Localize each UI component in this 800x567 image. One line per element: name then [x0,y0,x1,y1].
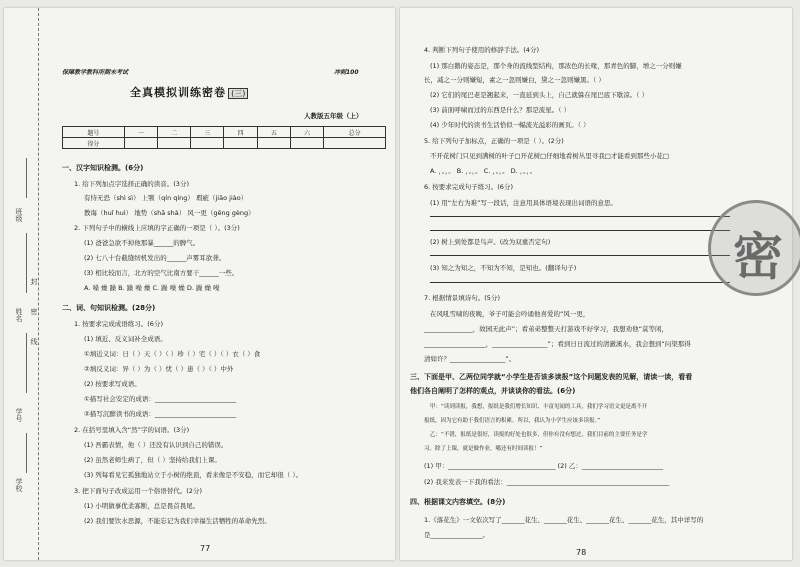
question-text: 7. 根据情景填诗句。(5分) [424,294,500,302]
page-number: 78 [576,548,587,557]
answer-line[interactable] [430,230,730,231]
question-text: ①描写社会安定的成语：_________________________ [84,395,237,403]
exam-title-row [130,88,248,99]
question-text: 是________________。 [424,531,489,539]
question-text: ①填近义词：日（ ）天（ ）（ ）珍（ ）宅（ ）（ ）衣（ ）食 [84,350,261,358]
score-input-cell[interactable] [324,138,386,149]
answer-line[interactable] [430,255,730,256]
question-text: 在风吼雪啸的夜晚，爷子可能会吟诵他喜爱的“风一更， [430,310,590,318]
binding-label-number: 学号 [15,408,23,422]
table-cell: 三 [191,127,224,138]
question-text: 3. 把下面句子改成运用一个俗语替代。(2分) [74,487,202,495]
question-text: (2) 我们要饮水思源，不能忘记为我们幸福生活牺牲的革命先烈。 [84,517,271,525]
question-text: (1) 爸爸急欲不掉他那暴______的脾气。 [84,239,200,247]
answer-line[interactable] [430,216,730,217]
binding-mark: 密 [30,308,38,315]
passage-text: 甲：“读到读报，我想，报纸是我们增长知识、丰富见闻的工具，我们学习语文更是离不开 [430,404,648,410]
score-input-cell[interactable] [191,138,224,149]
binding-line [26,333,27,393]
passage-text: 报纸，因为它有助于我们语言的积累。所以，我认为小学生应该多读报。” [424,418,601,424]
question-text: (1) 小明做事优柔寡断，总是畏首畏尾。 [84,502,200,510]
binding-strip [4,8,39,560]
section-heading: 他们各自阐明了怎样的观点，并谈谈你的看法。(6分) [410,387,576,395]
question-text: (2) 七八十台截缝纫机发出的______声雾耳欲聋。 [84,254,226,262]
question-text: (4) 少年时代的读书生活恰似一幅流光溢彩的画页。（ ） [430,121,590,129]
section-heading: 四、根据课文内容填空。(8分) [410,498,506,506]
confidential-stamp [708,200,800,296]
section-heading: 一、汉字知识检测。(6分) [62,164,144,172]
table-cell: 一 [124,127,157,138]
question-text: ②填反义词：异（ ）为（ ）忧（ ）患（ ）（ ）中外 [84,365,234,373]
answer-line[interactable] [430,282,730,283]
question-text: (2) 我来发表一下我的看法：__________________________________________________ [424,478,670,486]
question-text: 清如许？_________________”。 [424,355,516,363]
question-text: 6. 按要求完成句子练习。(6分) [424,183,513,191]
table-cell: 题号 [63,127,125,138]
question-text: (2) 它们的尾巴老是翘起来，一直延到头上，自己就躲在尾巴底下歇凉。（ ） [430,91,649,99]
question-text: (1) 那白鹅的姿态是，那个身的流线型结构，那浓色的长喙，那青色的脚，增之一分则嫌 [430,62,682,70]
question-text: (1) 吾霸表情，他（ ）还没有认识到自己的错误。 [84,441,228,449]
question-text: (2) 树上到处都是鸟声。(改为双重否定句) [430,238,551,246]
question-text: (1) 填近、反义词补全成语。 [84,335,167,343]
table-cell: 二 [157,127,190,138]
binding-mark: 线 [30,338,38,345]
section-heading: 二、词、句知识检测。(28分) [62,304,156,312]
binding-mark: 封 [30,278,38,285]
question-text: 5. 给下列句子加标点，正确的一项是（ ）。(2分) [424,137,564,145]
question-text: 1. 按要求完成成语练习。(6分) [74,320,163,328]
table-cell: 总分 [324,127,386,138]
exam-title: 全真模拟训练密卷 [130,86,226,99]
binding-line [26,233,27,293]
page-number: 77 [200,544,211,553]
question-text: (2) 按要求写成语。 [84,380,141,388]
table-cell: 六 [290,127,323,138]
passage-text: 习。除了上课，就是做作业，哪还有时间读报！” [424,446,543,452]
question-text: 不开花树门只见到满树的叶子□开花树□仔细地看树丛里寻我□才能看到那些小花□ [430,152,670,160]
table-cell: 五 [257,127,290,138]
question-text: (3) 列每看见它孤独地站立于小树的绝顶，看来像是不安稳，而它却很（ ）。 [84,471,303,479]
binding-label-name: 姓名 [15,308,23,322]
score-input-cell[interactable] [290,138,323,149]
binding-label-school: 学校 [15,478,23,492]
binding-line [26,433,27,473]
answer-options: A. 嗓 燥 躁 B. 躁 噪 燥 C. 躁 噪 燥 D. 躁 燥 噪 [84,284,220,292]
question-text: 2. 下列句子中的横线上应填的字正确的一项是（ ）。(3分) [74,224,240,232]
binding-line [26,158,27,198]
score-input-cell[interactable] [124,138,157,149]
table-row [63,127,386,138]
score-table [62,126,386,149]
question-text: 1. 给下列加点字选择正确的读音。(3分) [74,180,189,188]
question-text: (2) 虽然老师生病了，但（ ）坚持给我们上课。 [84,456,221,464]
binding-label-class: 班级 [15,208,23,222]
brand-tag: 冲刺100 [334,69,359,76]
question-text: _______________，故园无此声”；看弟弟整整天打游戏不好学习，我想劝他“莫等闲， [424,325,668,333]
question-text: 1.《落花生》一文依次写了_______花生、_______花生、_______花生、_______花生，其中详写的 [424,516,704,524]
question-text: (3) 知之为知之，不知为不知，是知也。(翻译句子) [430,264,577,272]
question-text: (1) 用“左右为难”写一段话，注意用具体语境表现出词语的意思。 [430,199,618,207]
question-text: 有恃无恐（shì sì） 上颚（qín qíng） 瑕疵（jiāo jiào） [84,194,248,202]
table-cell: 得分 [63,138,125,149]
question-text: ___________________，_________________”；看到日日流过的清澈溪水，我会想到“问渠那得 [424,340,691,348]
brand-text: 保障教学教科所期末考试 [62,69,129,76]
answer-options: A. ，。，。 B. ，。，。 C. ，。，。 D. ，。，。 [430,167,537,175]
stamp-char: 密 [733,227,783,286]
score-input-cell[interactable] [257,138,290,149]
passage-text: 乙：“不错，报纸是很好，读报的好处也很多，但你有没有想过，我们目前的主要任务是学 [430,432,648,438]
question-text: 2. 在括号里填入含“然”字的词语。(3分) [74,426,190,434]
exam-subtitle: (三) [228,88,248,99]
section-heading: 三、下面是甲、乙两位同学就“小学生是否该多读报”这个问题发表的见解，请读一读，看看 [410,373,693,381]
score-input-cell[interactable] [224,138,257,149]
table-cell: 四 [224,127,257,138]
table-row [63,138,386,149]
question-text: ②描写沉醉读书的成语：_________________________ [84,410,237,418]
left-page [4,8,395,560]
question-text: (1) 甲：_________________________________ (2) 乙：_________________________ [424,462,664,470]
question-text: 长，减之一分则嫌短，素之一忽则嫌白，黛之一忽则嫌黑。（ ） [424,76,605,84]
question-text: (3) 前面呼啸而过的东西是什么？那是流星。（ ） [430,106,571,114]
question-text: (3) 相比较而言，北方的空气比南方要干______一些。 [84,269,239,277]
question-text: 教诲（huǐ huì） 地势（shā shà） 风一更（gēng gèng） [84,209,255,217]
grade-label: 人教版五年级（上） [304,112,363,120]
question-text: 4. 判断下列句子使用的修辞手法。(4分) [424,46,539,54]
score-input-cell[interactable] [157,138,190,149]
